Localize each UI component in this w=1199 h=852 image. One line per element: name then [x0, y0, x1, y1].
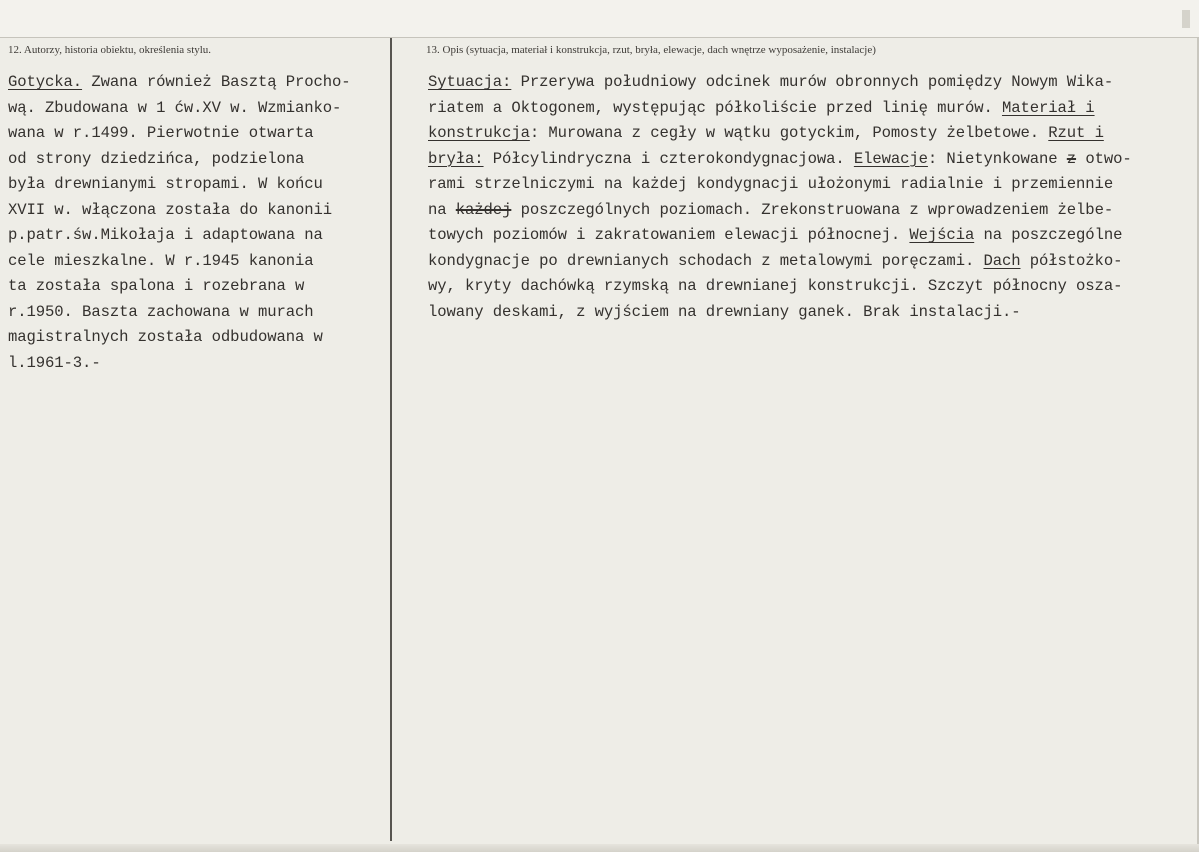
corner-mark: [1182, 10, 1190, 28]
history-line: [8, 147, 388, 173]
underlined-heading: Wejścia: [909, 226, 975, 244]
text-run: : Nietynkowane: [927, 149, 1067, 168]
card-top-strip: [0, 0, 1199, 38]
description-line: [428, 198, 1188, 224]
struck-out-text: każdej: [455, 200, 512, 219]
history-line: [8, 300, 388, 326]
text-run: Zwana również Basztą Procho-: [82, 73, 351, 91]
text-run: p.patr.św.Mikołaja i adaptowana na: [8, 226, 323, 244]
text-run: na: [428, 200, 456, 219]
underlined-heading: Materiał i: [1001, 98, 1095, 117]
underlined-heading: Sytuacja:: [428, 73, 512, 91]
text-run: wana w r.1499. Pierwotnie otwarta: [8, 124, 314, 142]
description-line: [428, 172, 1188, 198]
text-run: wy, kryty dachówką rzymską na drewnianej konstrukcji. Szczyt północny osza-: [428, 277, 1123, 295]
underlined-heading: bryła:: [428, 149, 484, 168]
history-line: [8, 172, 388, 198]
text-run: r.1950. Baszta zachowana w murach: [8, 302, 314, 321]
text-run: cele mieszkalne. W r.1945 kanonia: [8, 251, 314, 270]
description-line: [428, 70, 1188, 96]
text-run: półstożko-: [1020, 251, 1123, 270]
column-divider: [390, 38, 392, 841]
header-rule: [0, 37, 1199, 38]
history-line: [8, 70, 388, 96]
description-line: [428, 96, 1188, 122]
text-run: rami strzelniczymi na każdej kondygnacji ułożonymi radialnie i przemiennie: [428, 175, 1114, 193]
description-line: [428, 300, 1188, 326]
history-text: [8, 70, 388, 376]
field-13-label: 13. Opis (sytuacja, materiał i konstrukcja, rzut, bryła, elewacje, dach wnętrze wyposażenie, instalacje): [426, 44, 876, 56]
text-run: ta została spalona i rozebrana w: [8, 277, 305, 295]
text-run: lowany deskami, z wyjściem na drewniany ganek. Brak instalacji.-: [428, 302, 1021, 321]
text-run: magistralnych została odbudowana w: [8, 328, 323, 346]
underlined-heading: Gotycka.: [8, 73, 83, 91]
text-run: poszczególnych poziomach. Zrekonstruowana z wprowadzeniem żelbe-: [511, 200, 1114, 219]
description-line: [428, 223, 1188, 249]
underlined-heading: Rzut i: [1048, 124, 1104, 142]
description-line: [428, 274, 1188, 300]
struck-out-text: z: [1066, 149, 1077, 168]
underlined-heading: konstrukcja: [428, 124, 530, 142]
description-line: [428, 249, 1188, 275]
history-line: [8, 274, 388, 300]
text-run: od strony dziedzińca, podzielona: [8, 149, 305, 168]
text-run: na poszczególne: [974, 226, 1123, 244]
text-run: Przerywa południowy odcinek murów obronnych pomiędzy Nowym Wika-: [511, 73, 1114, 91]
text-run: wą. Zbudowana w 1 ćw.XV w. Wzmianko-: [8, 98, 342, 117]
history-line: [8, 198, 388, 224]
history-line: [8, 351, 388, 377]
description-line: [428, 121, 1188, 147]
description-line: [428, 147, 1188, 173]
history-line: [8, 96, 388, 122]
description-text: [428, 70, 1188, 325]
text-run: riatem a Oktogonem, występując półkoliście przed linię murów.: [428, 98, 1002, 117]
field-12-label: 12. Autorzy, historia obiektu, określenia stylu.: [8, 44, 212, 56]
history-line: [8, 223, 388, 249]
underlined-heading: Elewacje: [853, 149, 928, 168]
text-run: : Murowana z cegły w wątku gotyckim, Pomosty żelbetowe.: [529, 124, 1049, 142]
text-run: l.1961-3.-: [8, 353, 101, 372]
text-run: XVII w. włączona została do kanonii: [8, 200, 333, 219]
text-run: Półcylindryczna i czterokondygnacjowa.: [483, 149, 854, 168]
text-run: towych poziomów i zakratowaniem elewacji północnej.: [428, 226, 910, 244]
text-run: otwo-: [1076, 149, 1132, 168]
underlined-heading: Dach: [983, 251, 1021, 270]
history-line: [8, 121, 388, 147]
text-run: była drewnianymi stropami. W końcu: [8, 175, 323, 193]
card-bottom-edge: [0, 844, 1199, 852]
history-line: [8, 325, 388, 351]
text-run: kondygnacje po drewnianych schodach z metalowymi poręczami.: [428, 251, 984, 270]
history-line: [8, 249, 388, 275]
